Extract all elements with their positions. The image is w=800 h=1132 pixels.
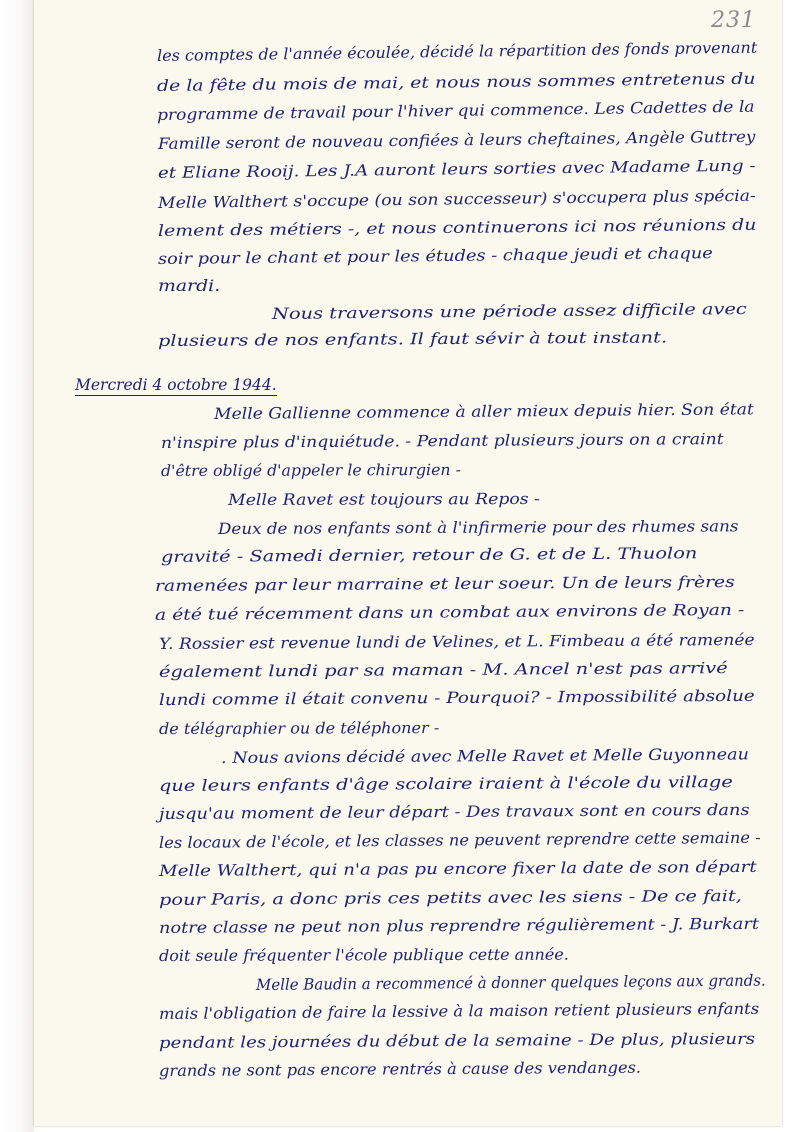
- text-line: ramenées par leur marraine et leur soeur. Un de leurs frères: [154, 572, 735, 595]
- text-line: plusieurs de nos enfants. Il faut sévir à tout instant.: [157, 328, 668, 350]
- text-line: de télégraphier ou de téléphoner -: [158, 719, 440, 738]
- text-line: pendant les journées du début de la semaine - De plus, plusieurs: [158, 1029, 756, 1052]
- text-line: mais l'obligation de faire la lessive à la maison retient plusieurs enfants: [158, 999, 760, 1023]
- text-line: Nous traversons une période assez difficile avec: [271, 300, 747, 323]
- text-line: Melle Walthert, qui n'a pas pu encore fixer la date de son départ: [158, 857, 757, 880]
- text-line: Melle Walthert s'occupe (ou son successeur) s'occupera plus spécia-: [157, 186, 756, 212]
- text-line: jusqu'au moment de leur départ - Des travaux sont en cours dans: [158, 800, 750, 823]
- text-line: programme de travail pour l'hiver qui commence. Les Cadettes de la: [156, 97, 755, 124]
- text-line: Melle Ravet est toujours au Repos -: [227, 489, 540, 509]
- text-line: mardi.: [158, 277, 221, 295]
- text-line: les comptes de l'année écoulée, décidé la répartition des fonds provenant: [156, 38, 758, 65]
- page-number: 231: [711, 8, 756, 33]
- text-line: gravité - Samedi dernier, retour de G. et de L. Thuolon: [160, 544, 698, 566]
- text-line: pour Paris, a donc pris ces petits avec les siens - De ce fait,: [158, 886, 742, 909]
- text-line: soir pour le chant et pour les études - chaque jeudi et chaque: [157, 244, 713, 268]
- text-line: les locaux de l'école, et les classes ne peuvent reprendre cette semaine -: [158, 828, 761, 852]
- text-line: Famille seront de nouveau confiées à leurs cheftaines, Angèle Guttrey: [157, 127, 756, 153]
- text-line: doit seule fréquenter l'école publique cette année.: [158, 945, 569, 965]
- text-line: lement des métiers -, et nous continuerons ici nos réunions du: [157, 215, 757, 240]
- text-line: Deux de nos enfants sont à l'infirmerie pour des rhumes sans: [217, 517, 739, 538]
- text-line: également lundi par sa maman - M. Ancel n'est pas arrivé: [158, 659, 728, 681]
- text-line: Melle Gallienne commence à aller mieux depuis hier. Son état: [213, 400, 754, 423]
- text-line: de la fête du mois de mai, et nous nous sommes entretenus du: [156, 69, 756, 95]
- text-line: notre classe ne peut non plus reprendre régulièrement - J. Burkart: [158, 914, 760, 937]
- text-line: d'être obligé d'appeler le chirurgien -: [160, 460, 461, 480]
- text-line: . Nous avions décidé avec Melle Ravet et Melle Guyonneau: [220, 745, 749, 767]
- date-heading: Mercredi 4 octobre 1944.: [75, 376, 277, 394]
- text-line: n'inspire plus d'inquiétude. - Pendant plusieurs jours on a craint: [160, 430, 724, 452]
- text-line: grands ne sont pas encore rentrés à cause des vendanges.: [158, 1058, 642, 1080]
- text-line: et Eliane Rooij. Les J.A auront leurs sorties avec Madame Lung -: [157, 156, 756, 182]
- text-line: que leurs enfants d'âge scolaire iraient à l'école du village: [158, 772, 733, 795]
- text-line: a été tué récemment dans un combat aux environs de Royan -: [154, 600, 745, 624]
- text-line: Melle Baudin a recommencé à donner quelques leçons aux grands.: [255, 971, 766, 994]
- page-binding-edge: [0, 0, 34, 1132]
- text-line: Y. Rossier est revenue lundi de Velines, et L. Fimbeau a été ramenée: [158, 630, 755, 653]
- text-line: lundi comme il était convenu - Pourquoi? - Impossibilité absolue: [158, 686, 755, 709]
